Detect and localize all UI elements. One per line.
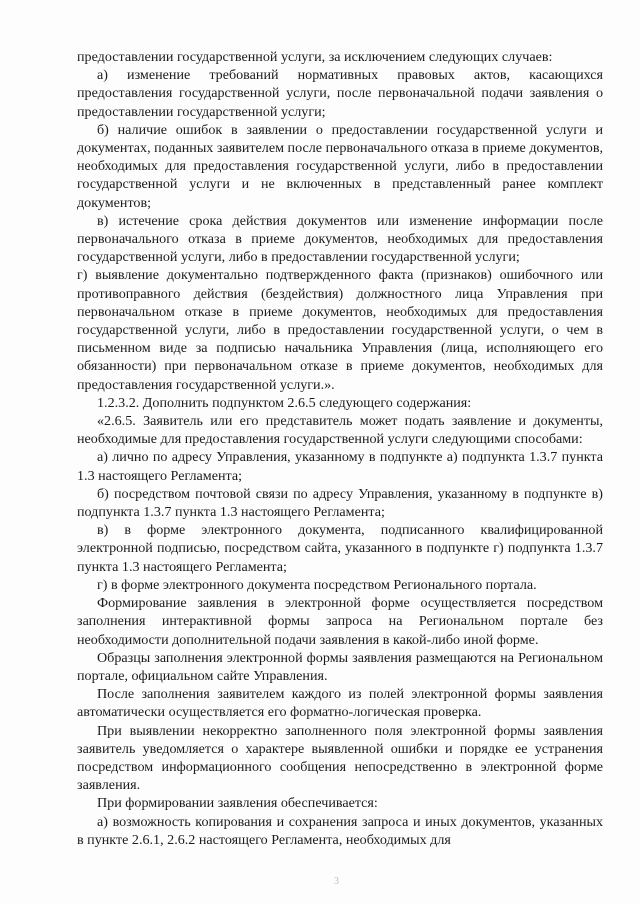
paragraph: г) в форме электронного документа посредством Регионального портала.	[97, 576, 537, 593]
paragraph: При выявлении некорректно заполненного поля электронной формы заявления заявитель уведомляется о характере выявленной ошибки и порядке ее устранения посредством информационного сообщения непосредственно в электронной форме заявления.	[77, 722, 603, 794]
paragraph: Формирование заявления в электронной форме осуществляется посредством заполнения интерактивной формы запроса на Региональном портале без необходимости дополнительной подачи заявления в какой-либо иной форме.	[77, 595, 603, 648]
paragraph: 1.2.3.2. Дополнить подпунктом 2.6.5 следующего содержания:	[97, 394, 472, 411]
paragraph: б) наличие ошибок в заявлении о предоставлении государственной услуги и документах, поданных заявителем после первоначального отказа в приеме документов, необходимых для предоставления государственной услуги, либо в предоставлении государственной услуги и не включенных в представленный ранее комплект документов;	[77, 121, 603, 211]
paragraph: а) лично по адресу Управления, указанному в подпункте а) подпункта 1.3.7 пункта 1.3 настоящего Регламента;	[77, 449, 603, 484]
document-body	[77, 48, 603, 849]
page-number: 3	[334, 876, 339, 887]
paragraph: При формировании заявления обеспечивается:	[97, 795, 378, 812]
paragraph: в) в форме электронного документа, подписанного квалифицированной электронной подписью, посредством сайта, указанного в подпункте г) подпункта 1.3.7 пункта 1.3 настоящего Регламента;	[77, 522, 603, 575]
paragraph: а) возможность копирования и сохранения запроса и иных документов, указанных в пункте 2.6.1, 2.6.2 настоящего Регламента, необходимых для	[77, 813, 603, 848]
paragraph: После заполнения заявителем каждого из полей электронной формы заявления автоматически осуществляется его форматно-логическая проверка.	[77, 686, 603, 721]
paragraph: в) истечение срока действия документов или изменение информации после первоначального отказа в приеме документов, необходимых для предоставления государственной услуги, либо в предоставлении государственной услуги;	[77, 212, 603, 266]
paragraph: а) изменение требований нормативных правовых актов, касающихся предоставления государственной услуги, после первоначальной подачи заявления о предоставлении государственной услуги;	[77, 67, 603, 120]
paragraph: Образцы заполнения электронной формы заявления размещаются на Региональном портале, официальном сайте Управления.	[77, 649, 603, 684]
paragraph: «2.6.5. Заявитель или его представитель может подать заявление и документы, необходимые для предоставления государственной услуги следующими способами:	[77, 413, 603, 448]
paragraph: г) выявление документально подтвержденного факта (признаков) ошибочного или противоправного действия (бездействия) должностного лица Управления при первоначальном отказе в приеме документов, необходимых для предоставления государственной услуги, либо в предоставлении государственной услуги, о чем в письменном виде за подписью начальника Управления (лица, исполняющего его обязанности) при первоначальном отказе в приеме документов, необходимых для предоставления государственной услуги.».	[77, 267, 603, 393]
paragraph: б) посредством почтовой связи по адресу Управления, указанному в подпункте в) подпункта 1.3.7 пункта 1.3 настоящего Регламента;	[77, 485, 603, 521]
paragraph: предоставлении государственной услуги, за исключением следующих случаев:	[77, 49, 553, 65]
